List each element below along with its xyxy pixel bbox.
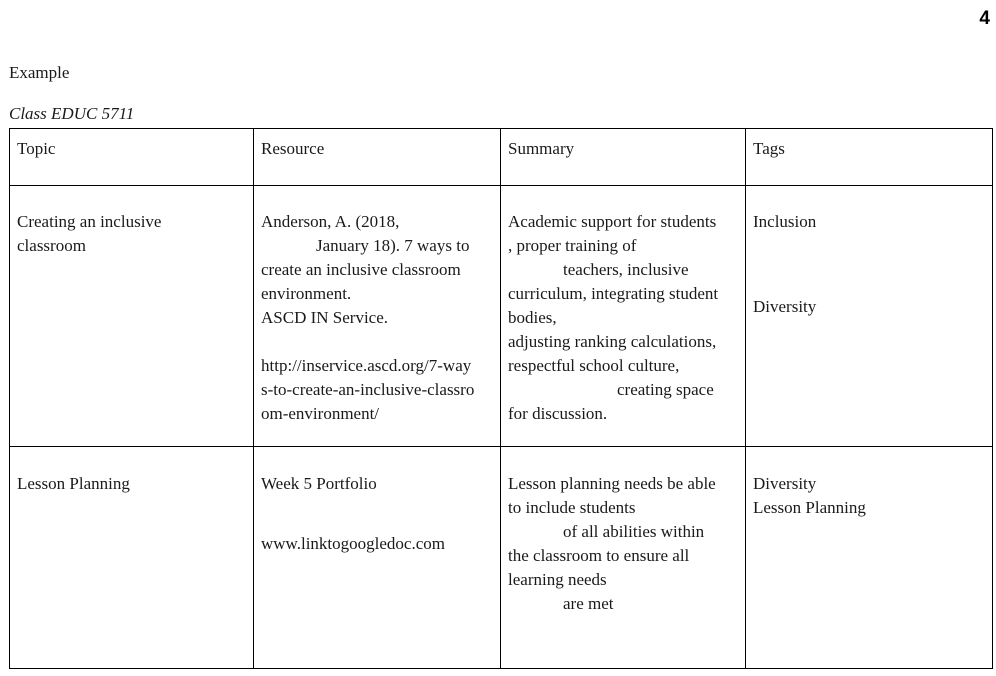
resource-url-line[interactable]: om-environment/	[261, 404, 380, 423]
summary-line: to include students	[508, 498, 636, 517]
citation-line: create an inclusive classroom	[261, 260, 461, 279]
resource-title: Week 5 Portfolio	[261, 474, 377, 493]
example-heading: Example	[9, 63, 70, 82]
resource-table	[9, 128, 993, 669]
citation-line: January 18). 7 ways to	[316, 236, 470, 255]
tag: Diversity	[753, 297, 817, 316]
tags-cell	[746, 186, 993, 447]
summary-line: bodies,	[508, 308, 557, 327]
summary-line: of all abilities within	[563, 522, 705, 541]
resource-url-line[interactable]: http://inservice.ascd.org/7-way	[261, 356, 472, 375]
summary-line: creating space	[617, 380, 714, 399]
citation-line: environment.	[261, 284, 352, 303]
tag: Diversity	[753, 474, 817, 493]
header-topic: Topic	[10, 129, 254, 186]
topic-cell	[10, 447, 254, 669]
resource-cell	[254, 186, 501, 447]
page-number: 4	[979, 8, 990, 29]
summary-line: Academic support for students	[508, 212, 717, 231]
summary-line: teachers, inclusive	[563, 260, 689, 279]
topic-line: Lesson Planning	[17, 474, 130, 493]
summary-line: adjusting ranking calculations,	[508, 332, 717, 351]
resource-url[interactable]: www.linktogoogledoc.com	[261, 534, 445, 553]
topic-line: classroom	[17, 236, 86, 255]
citation-line: Anderson, A. (2018,	[261, 212, 400, 231]
tag: Lesson Planning	[753, 498, 866, 517]
table-row	[10, 186, 993, 447]
summary-line: curriculum, integrating student	[508, 284, 719, 303]
topic-line: Creating an inclusive	[17, 212, 162, 231]
summary-line: Lesson planning needs be able	[508, 474, 716, 493]
resource-cell	[254, 447, 501, 669]
resource-url-line[interactable]: s-to-create-an-inclusive-classro	[261, 380, 475, 399]
header-resource: Resource	[254, 129, 501, 186]
citation-line: ASCD IN Service.	[261, 308, 389, 327]
summary-line: learning needs	[508, 570, 607, 589]
summary-cell	[501, 186, 746, 447]
summary-line: respectful school culture,	[508, 356, 680, 375]
tag: Inclusion	[753, 212, 817, 231]
summary-cell	[501, 447, 746, 669]
topic-cell	[10, 186, 254, 447]
summary-line: for discussion.	[508, 404, 608, 423]
summary-line: are met	[563, 594, 614, 613]
header-tags: Tags	[746, 129, 993, 186]
summary-line: , proper training of	[508, 236, 637, 255]
table-row	[10, 447, 993, 669]
tags-cell	[746, 447, 993, 669]
summary-line: the classroom to ensure all	[508, 546, 690, 565]
table-header-row	[10, 129, 993, 186]
class-title: Class EDUC 5711	[9, 104, 135, 123]
header-summary: Summary	[501, 129, 746, 186]
